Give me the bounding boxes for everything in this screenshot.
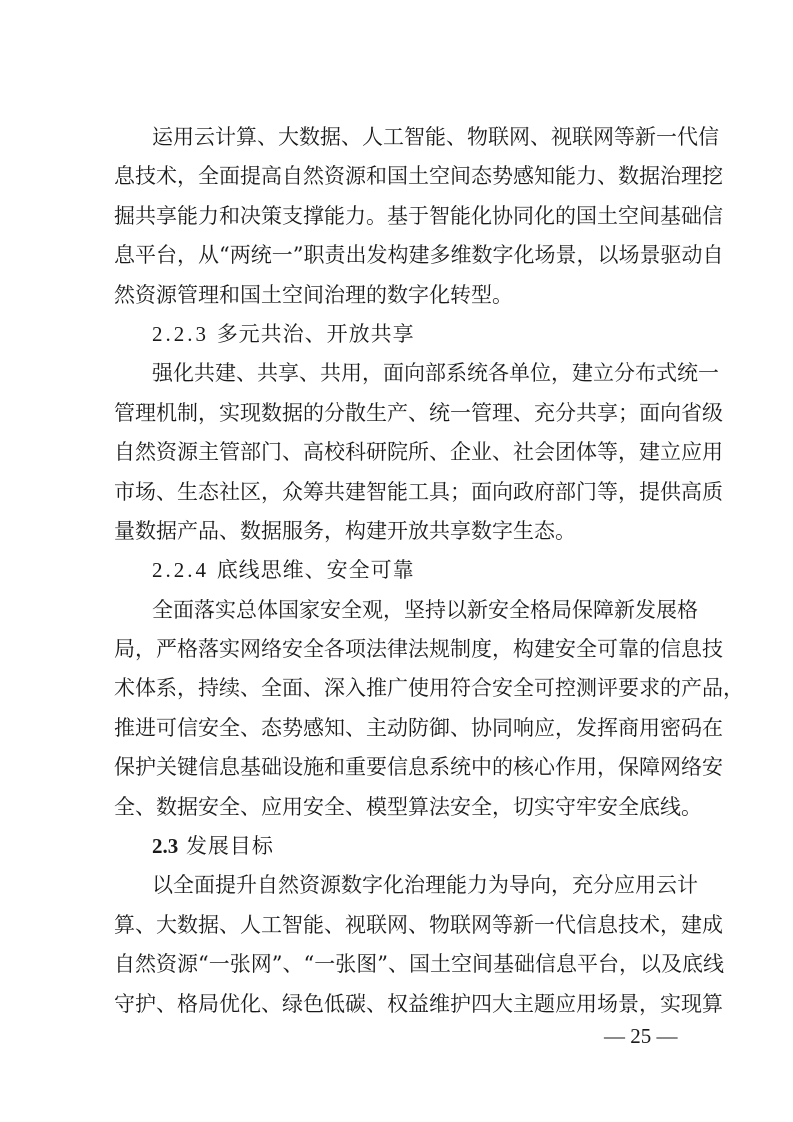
section-heading-2-3 xyxy=(114,827,679,866)
text-line: 全面落实总体国家安全观，坚持以新安全格局保障新发展格 xyxy=(152,597,698,622)
paragraph-digital-technology xyxy=(114,118,724,315)
text-line: 守护、格局优化、绿色低碳、权益维护四大主题应用场景，实现算 xyxy=(114,991,723,1016)
text-line: 算、大数据、人工智能、视联网、物联网等新一代信息技术，建成 xyxy=(114,912,723,937)
heading-title: 发展目标 xyxy=(185,834,274,859)
text-line: 息平台，从“两统一”职责出发构建多维数字化场景，以场景驱动自 xyxy=(114,243,724,268)
text-line: 运用云计算、大数据、人工智能、物联网、视联网等新一代信 xyxy=(152,125,719,149)
page-number: — 25 — xyxy=(604,1024,678,1048)
heading-title: 多元共治、开放共享 xyxy=(216,321,415,346)
text-line: 然资源管理和国土空间治理的数字化转型。 xyxy=(114,282,513,307)
heading-number: 2.2.3 xyxy=(152,321,209,346)
text-line: 术体系，持续、全面、深入推广使用符合安全可控测评要求的产品， xyxy=(114,676,744,701)
text-line: 保护关键信息基础设施和重要信息系统中的核心作用，保障网络安 xyxy=(114,755,723,780)
text-line: 量数据产品、数据服务，构建开放共享数字生态。 xyxy=(114,518,576,543)
text-line: 局，严格落实网络安全各项法律法规制度，构建安全可靠的信息技 xyxy=(114,637,723,662)
heading-title: 底线思维、安全可靠 xyxy=(216,558,415,583)
text-line: 自然资源“一张网”、“一张图”、国土空间基础信息平台，以及底线 xyxy=(114,952,724,977)
text-line: 推进可信安全、态势感知、主动防御、协同响应，发挥商用密码在 xyxy=(114,715,723,740)
paragraph-development-goals xyxy=(114,866,724,1024)
paragraph-co-governance xyxy=(114,354,723,551)
text-line: 以全面提升自然资源数字化治理能力为导向，充分应用云计 xyxy=(152,873,698,898)
text-line: 息技术，全面提高自然资源和国土空间态势感知能力、数据治理挖 xyxy=(114,164,723,189)
paragraph-security xyxy=(114,591,744,827)
text-line: 全、数据安全、应用安全、模型算法安全，切实守牢安全底线。 xyxy=(114,794,702,819)
section-heading-2-2-3 xyxy=(114,315,679,354)
document-page xyxy=(114,118,744,1024)
text-line: 掘共享能力和决策支撑能力。基于智能化协同化的国土空间基础信 xyxy=(114,203,723,228)
text-line: 管理机制，实现数据的分散生产、统一管理、充分共享；面向省级 xyxy=(114,400,723,425)
heading-number: 2.3 xyxy=(152,834,179,859)
section-heading-2-2-4 xyxy=(114,551,679,590)
text-line: 自然资源主管部门、高校科研院所、企业、社会团体等，建立应用 xyxy=(114,440,723,465)
text-line: 市场、生态社区，众筹共建智能工具；面向政府部门等，提供高质 xyxy=(114,479,723,504)
text-line: 强化共建、共享、共用，面向部系统各单位，建立分布式统一 xyxy=(152,361,719,386)
heading-number: 2.2.4 xyxy=(152,558,209,583)
